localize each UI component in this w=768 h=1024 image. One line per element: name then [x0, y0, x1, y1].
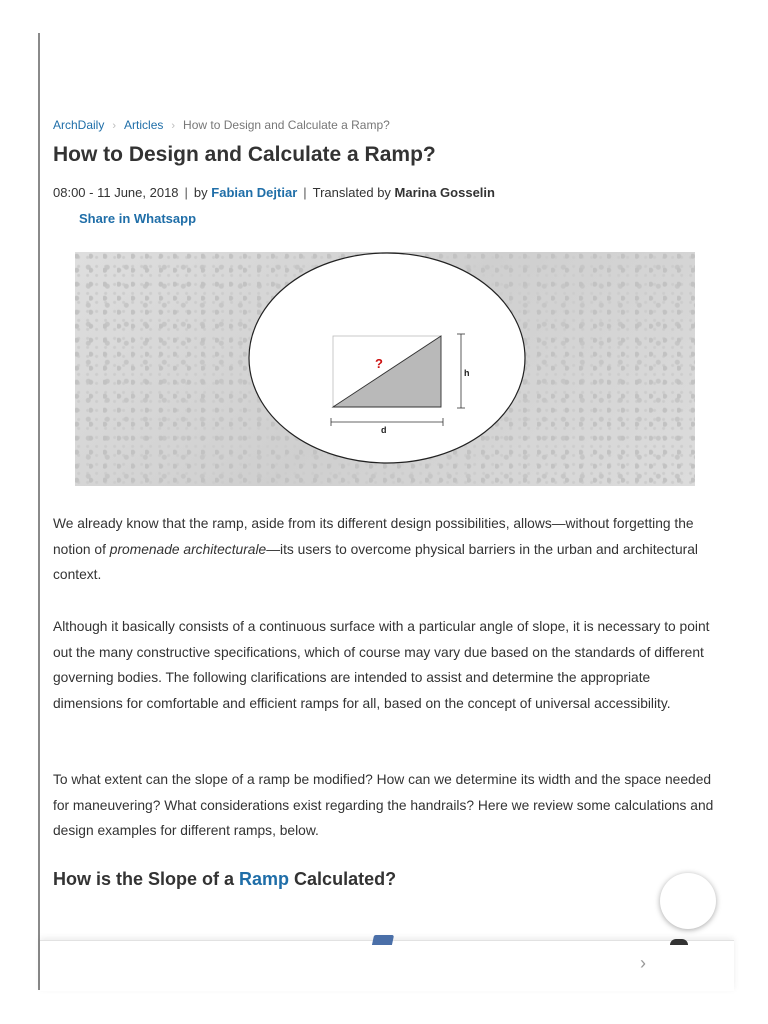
- paragraph-specifications: Although it basically consists of a continuous surface with a particular angle of slope, it is necessary to point out the many constructive specifications, which of course may vary due based on the standards of different governing bodies. The following clarifications are intended to assist and determine the appropriate dimensions for comfortable and efficient ramps for all, based on the concept of universal accessibility.: [53, 619, 710, 711]
- breadcrumb-separator-icon: ›: [171, 120, 176, 132]
- breadcrumb: [53, 118, 390, 132]
- meta-separator: |: [184, 185, 188, 200]
- translated-by-label: Translated by: [312, 185, 391, 200]
- article-meta: [53, 185, 495, 200]
- paragraph-questions: To what extent can the slope of a ramp be modified? How can we determine its width and the space needed for maneuvering? What considerations exist regarding the handrails? Here we review some calculations and design examples for different ramps, below.: [53, 772, 714, 838]
- by-label: by: [193, 185, 208, 200]
- floating-action-button[interactable]: [660, 873, 716, 929]
- question-mark-label: ?: [375, 356, 383, 371]
- share-whatsapp-link[interactable]: Share in Whatsapp: [79, 211, 197, 226]
- meta-separator: |: [303, 185, 307, 200]
- breadcrumb-separator-icon: ›: [112, 120, 117, 132]
- page-title: How to Design and Calculate a Ramp?: [53, 143, 436, 166]
- breadcrumb-home-link[interactable]: ArchDaily: [53, 118, 105, 132]
- translator-name: Marina Gosselin: [394, 185, 495, 200]
- ramp-tag-link[interactable]: Ramp: [239, 869, 290, 889]
- ramp-diagram: [75, 252, 695, 486]
- publish-date: 08:00 - 11 June, 2018: [53, 185, 179, 200]
- promenade-architecturale-term: promenade architecturale: [109, 541, 267, 557]
- gallery-thumbnail-peek[interactable]: [372, 935, 394, 945]
- gallery-thumbnail-peek-right[interactable]: [670, 939, 688, 945]
- section-heading-after: Calculated?: [289, 869, 397, 889]
- paragraph-intro-start: We already know that the ramp, aside from its different design possibilities, allows—without forgetting the notion of: [53, 516, 694, 557]
- section-heading-slope: [53, 869, 396, 890]
- breadcrumb-current: How to Design and Calculate a Ramp?: [183, 118, 390, 132]
- section-heading-before: How is the Slope of a: [53, 869, 240, 889]
- hero-image[interactable]: [75, 252, 695, 486]
- distance-label: d: [381, 425, 387, 435]
- breadcrumb-articles-link[interactable]: Articles: [124, 118, 164, 132]
- height-label: h: [464, 368, 470, 378]
- diagram-ellipse: [249, 253, 525, 463]
- bottom-gallery-bar: [40, 940, 734, 991]
- paragraph-intro: [53, 511, 721, 588]
- chevron-right-icon[interactable]: ›: [640, 953, 646, 973]
- author-link[interactable]: Fabian Dejtiar: [211, 185, 298, 200]
- left-border-rule: [38, 33, 40, 990]
- paragraph-intro-end: —its users to overcome physical barriers in the urban and architectural context.: [53, 541, 698, 582]
